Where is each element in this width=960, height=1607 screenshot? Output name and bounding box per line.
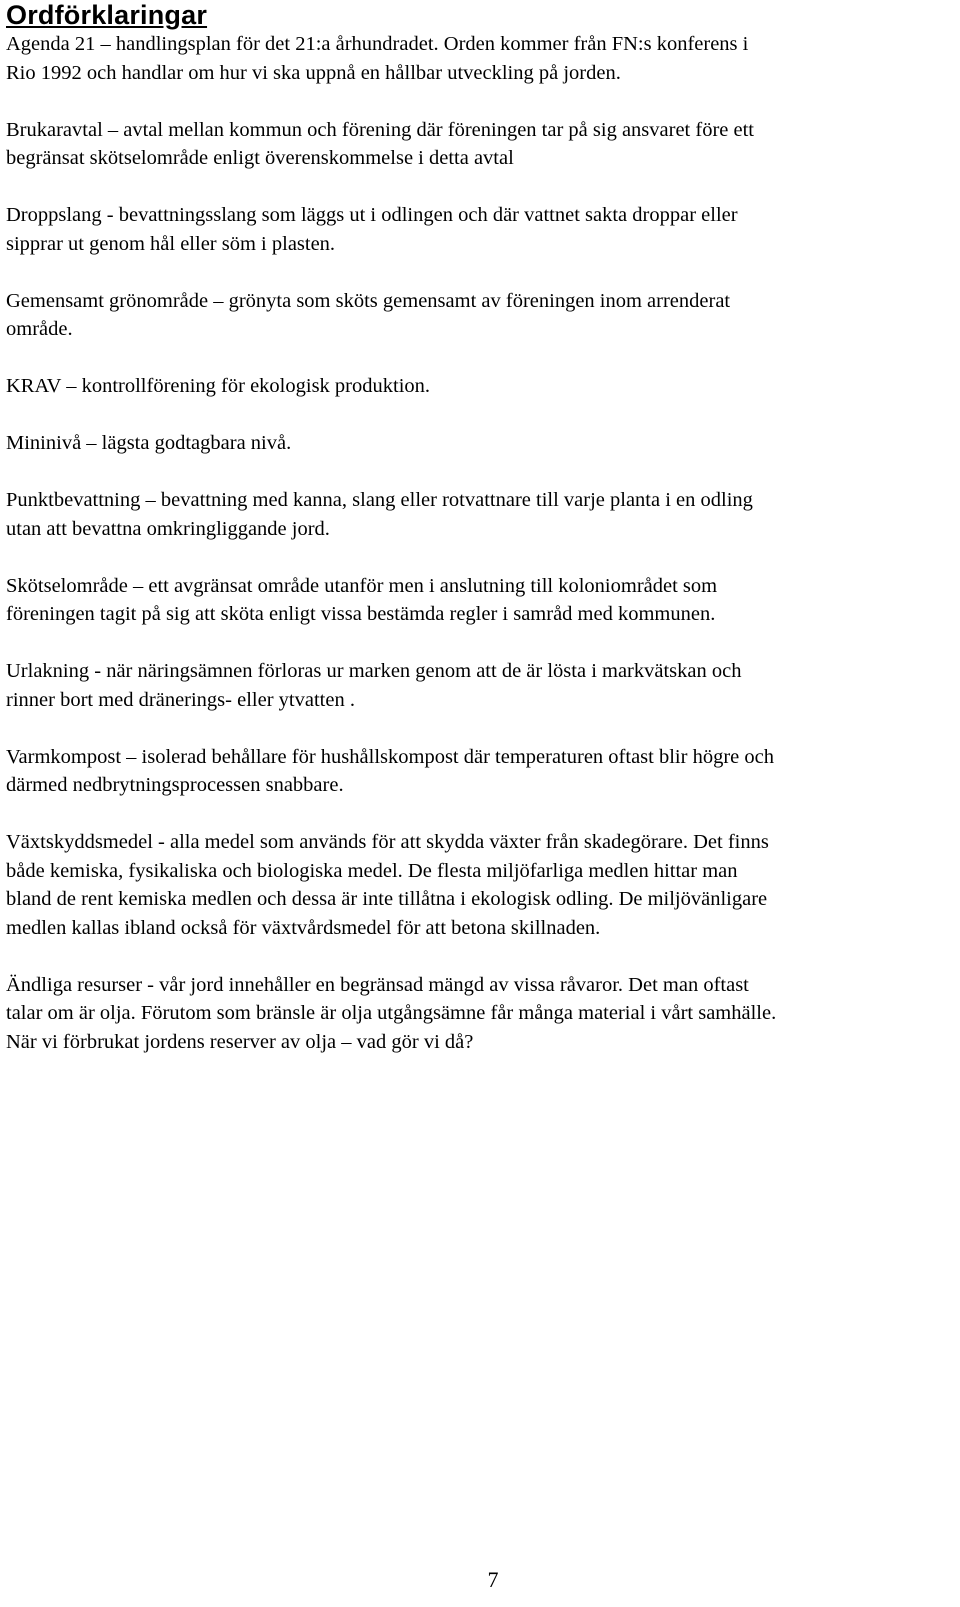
- definition-line: område.: [6, 318, 73, 340]
- definition-line: Mininivå – lägsta godtagbara nivå.: [6, 432, 292, 454]
- definition-krav: [6, 372, 946, 401]
- definition-vaxtskyddsmedel: [6, 828, 946, 942]
- definition-line: Punktbevattning – bevattning med kanna, slang eller rotvattnare till varje planta i en odling: [6, 489, 753, 511]
- definition-line: talar om är olja. Förutom som bränsle är olja utgångsämne får många material i vårt samhälle.: [6, 1002, 777, 1024]
- definition-line: Brukaravtal – avtal mellan kommun och förening där föreningen tar på sig ansvaret före ett: [6, 118, 754, 141]
- definition-line: medlen kallas ibland också för växtvårdsmedel för att betona skillnaden.: [6, 916, 601, 939]
- definition-line: KRAV – kontrollförening för ekologisk produktion.: [6, 375, 431, 397]
- definition-line: bland de rent kemiska medlen och dessa är inte tillåtna i ekologisk odling. De miljövänligare: [6, 888, 768, 910]
- definition-line: Växtskyddsmedel - alla medel som används för att skydda växter från skadegörare. Det finns: [6, 831, 769, 853]
- definition-line: Droppslang - bevattningsslang som läggs ut i odlingen och där vattnet sakta droppar eller: [6, 204, 738, 226]
- definition-line: Skötselområde – ett avgränsat område utanför men i anslutning till koloniområdet som: [6, 574, 718, 597]
- definition-brukaravtal: [6, 116, 946, 173]
- definition-line: Agenda 21 – handlingsplan för det 21:a århundradet. Orden kommer från FN:s konferens i: [6, 33, 749, 55]
- definition-urlakning: [6, 657, 946, 714]
- definition-line: rinner bort med dränerings- eller ytvatten .: [6, 688, 355, 711]
- definition-line: utan att bevattna omkringliggande jord.: [6, 517, 330, 540]
- definition-line: Urlakning - när näringsämnen förloras ur marken genom att de är lösta i markvätskan och: [6, 660, 742, 682]
- definition-andliga-resurser: [6, 971, 946, 1057]
- definition-gemensamt-gronomrade: [6, 287, 946, 344]
- definition-skotselomrade: [6, 572, 946, 629]
- definition-line: Varmkompost – isolerad behållare för hushållskompost där temperaturen oftast blir högre och: [6, 745, 774, 768]
- document-page: [6, 0, 946, 1056]
- page-title: Ordförklaringar: [6, 0, 208, 30]
- definition-line: sipprar ut genom hål eller söm i plasten.: [6, 232, 336, 255]
- definition-line: Rio 1992 och handlar om hur vi ska uppnå en hållbar utveckling på jorden.: [6, 61, 621, 84]
- definition-line: föreningen tagit på sig att sköta enligt vissa bestämda regler i samråd med kommunen.: [6, 603, 716, 625]
- definition-droppslang: [6, 201, 946, 258]
- definition-line: därmed nedbrytningsprocessen snabbare.: [6, 774, 344, 796]
- definition-agenda-21: [6, 30, 946, 87]
- definition-mininiva: [6, 429, 946, 458]
- definition-line: både kemiska, fysikaliska och biologiska medel. De flesta miljöfarliga medlen hittar man: [6, 859, 738, 882]
- definition-line: Ändliga resurser - vår jord innehåller en begränsad mängd av vissa råvaror. Det man oftast: [6, 973, 749, 996]
- definition-punktbevattning: [6, 486, 946, 543]
- definition-line: Gemensamt grönområde – grönyta som sköts gemensamt av föreningen inom arrenderat: [6, 289, 731, 312]
- definition-line: begränsat skötselområde enligt överenskommelse i detta avtal: [6, 147, 514, 169]
- definition-varmkompost: [6, 743, 946, 800]
- page-number: 7: [487, 1567, 499, 1592]
- definition-line: När vi förbrukat jordens reserver av olja – vad gör vi då?: [6, 1030, 474, 1053]
